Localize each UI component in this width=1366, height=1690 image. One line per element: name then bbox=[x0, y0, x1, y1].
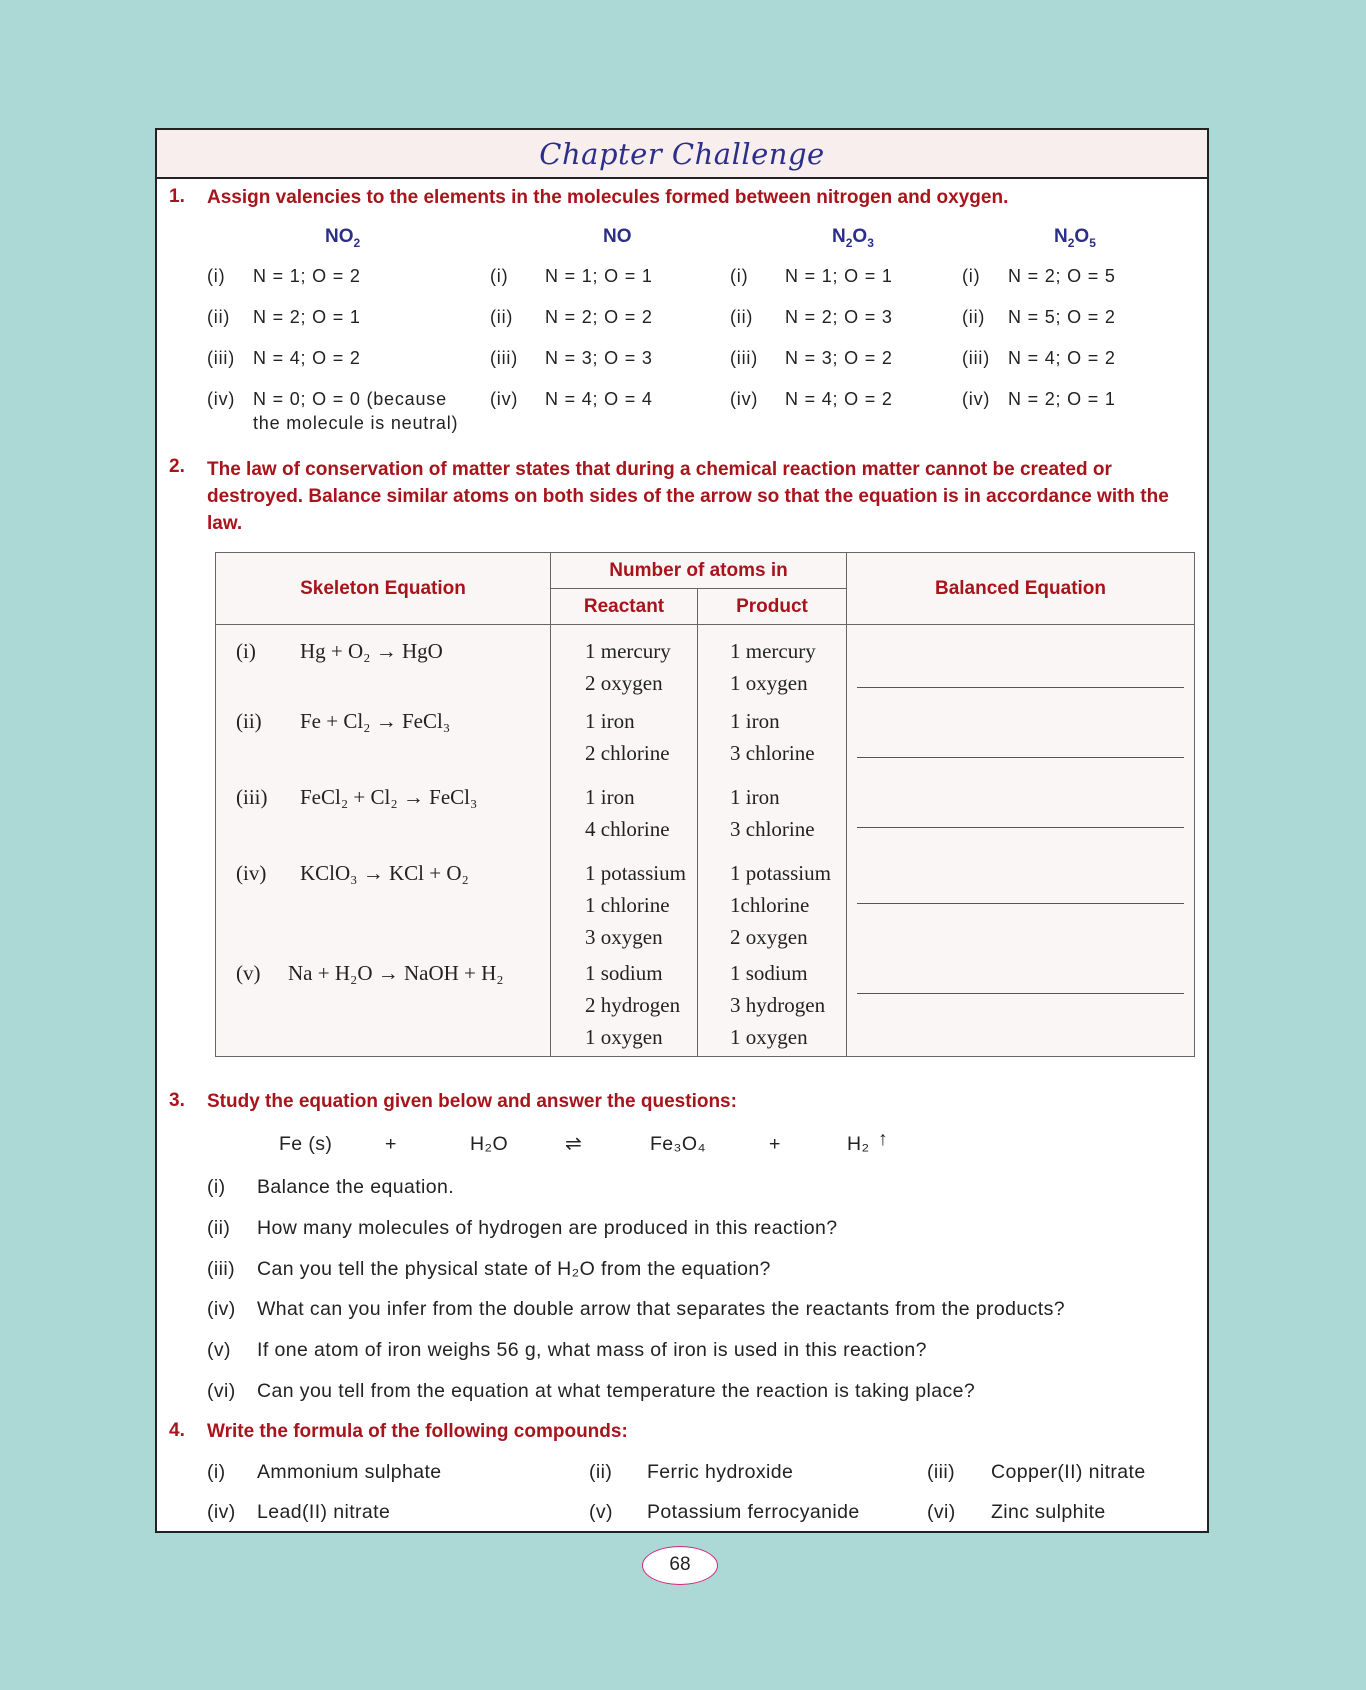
product-atom-count: 1chlorine bbox=[730, 892, 810, 917]
option-text: N = 2; O = 1 bbox=[1008, 389, 1116, 409]
table-row bbox=[216, 625, 1195, 701]
skeleton-equation-cell bbox=[216, 853, 551, 953]
product-atom-count: 3 chlorine bbox=[730, 816, 815, 841]
question-1-heading bbox=[157, 186, 1207, 216]
option-text: N = 4; O = 2 bbox=[253, 348, 361, 368]
sub-question-roman: (v) bbox=[207, 1339, 231, 1362]
row-roman: (iv) bbox=[236, 860, 267, 885]
row-roman: (i) bbox=[236, 639, 256, 663]
skeleton-equation bbox=[216, 957, 550, 989]
balanced-equation-cell bbox=[847, 953, 1195, 1057]
compound-name: Zinc sulphite bbox=[991, 1501, 1106, 1523]
option-text: N = 1; O = 2 bbox=[253, 266, 361, 286]
option-roman: (iii) bbox=[490, 348, 518, 368]
balanced-equation-answer-line[interactable] bbox=[857, 903, 1184, 904]
product-atoms-cell bbox=[698, 953, 847, 1057]
option-roman: (ii) bbox=[962, 307, 986, 327]
equation-term-h2: H₂ bbox=[847, 1133, 870, 1155]
option-text-continued: the molecule is neutral) bbox=[253, 413, 459, 433]
table-row bbox=[216, 777, 1195, 853]
option-text: N = 3; O = 3 bbox=[545, 348, 653, 368]
option-roman: (i) bbox=[730, 266, 749, 286]
product-atom-count: 3 chlorine bbox=[730, 740, 815, 765]
product-atom-count: 1 mercury bbox=[730, 639, 816, 663]
product-atom-count: 1 iron bbox=[730, 784, 780, 809]
sub-question-text: What can you infer from the double arrow that separates the reactants from the products? bbox=[257, 1298, 1066, 1321]
chapter-challenge-panel bbox=[155, 128, 1209, 1533]
equation-table bbox=[215, 552, 1195, 1057]
compound-roman: (iii) bbox=[927, 1461, 955, 1483]
equation-plus: + bbox=[769, 1133, 781, 1155]
equation-formula: Fe + Cl₂ → FeCl₃ bbox=[300, 708, 451, 733]
reactant-atom-count: 2 oxygen bbox=[585, 671, 663, 695]
equation-term-fe: Fe (s) bbox=[279, 1133, 333, 1155]
option-roman: (ii) bbox=[490, 307, 514, 327]
balanced-equation-cell bbox=[847, 701, 1195, 777]
balanced-equation-answer-line[interactable] bbox=[857, 757, 1184, 758]
molecule-n2o3: $N_2O_3$ bbox=[832, 226, 874, 250]
option-text: N = 2; O = 3 bbox=[785, 307, 893, 327]
option-text: N = 1; O = 1 bbox=[545, 266, 653, 286]
table-row bbox=[216, 953, 1195, 1057]
option-roman: (iii) bbox=[962, 348, 990, 368]
question-4-heading bbox=[157, 1420, 1207, 1448]
equation-formula: KClO₃ → KCl + O₂ bbox=[300, 860, 469, 885]
compound-name: Copper(II) nitrate bbox=[991, 1461, 1146, 1483]
header-skeleton-equation: Skeleton Equation bbox=[216, 553, 551, 625]
reactant-atom-count: 2 hydrogen bbox=[585, 992, 681, 1017]
title-bar bbox=[157, 130, 1207, 179]
option-roman: (iv) bbox=[962, 389, 991, 409]
option-text: N = 4; O = 2 bbox=[1008, 348, 1116, 368]
molecule-no: NO bbox=[603, 226, 632, 247]
compound-name: Lead(II) nitrate bbox=[257, 1501, 391, 1523]
header-product: Product bbox=[698, 589, 847, 625]
compound-roman: (i) bbox=[207, 1461, 226, 1483]
row-roman: (ii) bbox=[236, 708, 262, 733]
question-number: 1. bbox=[169, 186, 185, 207]
option-text: N = 4; O = 4 bbox=[545, 389, 653, 409]
product-atom-count: 3 hydrogen bbox=[730, 992, 826, 1017]
header-reactant: Reactant bbox=[551, 589, 698, 625]
option-roman: (iii) bbox=[207, 348, 235, 368]
product-atom-count: 1 oxygen bbox=[730, 1024, 808, 1049]
equation-plus: + bbox=[385, 1133, 397, 1155]
reactant-atom-count: 1 potassium bbox=[585, 860, 686, 885]
page-title: Chapter Challenge bbox=[539, 137, 825, 171]
molecule-no2: $NO_2$ bbox=[325, 226, 361, 250]
product-atom-count: 1 oxygen bbox=[730, 671, 808, 695]
product-atom-count: 2 oxygen bbox=[730, 924, 808, 949]
option-roman: (iv) bbox=[207, 389, 236, 409]
compound-roman: (iv) bbox=[207, 1501, 236, 1523]
sub-question-roman: (vi) bbox=[207, 1380, 236, 1402]
balanced-equation-answer-line[interactable] bbox=[857, 993, 1184, 994]
sub-question-text: How many molecules of hydrogen are produced in this reaction? bbox=[257, 1216, 838, 1239]
option-roman: (ii) bbox=[207, 307, 231, 327]
reactant-atoms-cell bbox=[551, 701, 698, 777]
gas-evolved-arrow-icon: ↑ bbox=[878, 1128, 889, 1150]
skeleton-equation bbox=[216, 705, 550, 737]
balanced-equation-answer-line[interactable] bbox=[857, 687, 1184, 688]
sub-question-text: Can you tell the physical state of H₂O from the equation? bbox=[257, 1257, 771, 1280]
question-number: 3. bbox=[169, 1090, 185, 1111]
option-text: N = 1; O = 1 bbox=[785, 266, 893, 286]
reactant-atom-count: 4 chlorine bbox=[585, 816, 670, 841]
page-number: 68 bbox=[642, 1546, 718, 1585]
product-atoms-cell bbox=[698, 625, 847, 701]
option-text: N = 0; O = 0 (because bbox=[253, 389, 447, 409]
product-atoms-cell bbox=[698, 853, 847, 953]
equation-term-h2o: H₂O bbox=[470, 1133, 509, 1155]
option-text: N = 2; O = 1 bbox=[253, 307, 361, 327]
table-row bbox=[216, 853, 1195, 953]
sub-question-roman: (iv) bbox=[207, 1298, 236, 1321]
balanced-equation-cell bbox=[847, 853, 1195, 953]
option-roman: (i) bbox=[962, 266, 981, 286]
option-text: N = 2; O = 5 bbox=[1008, 266, 1116, 286]
option-text: N = 5; O = 2 bbox=[1008, 307, 1116, 327]
reactant-atom-count: 2 chlorine bbox=[585, 740, 670, 765]
equation-formula: FeCl₂ + Cl₂ → FeCl₃ bbox=[300, 784, 478, 809]
option-roman: (i) bbox=[207, 266, 226, 286]
balanced-equation-cell bbox=[847, 625, 1195, 701]
skeleton-equation bbox=[216, 635, 550, 667]
skeleton-equation-cell bbox=[216, 777, 551, 853]
option-roman: (iii) bbox=[730, 348, 758, 368]
equation-formula: Hg + O₂ → HgO bbox=[300, 639, 443, 663]
equation-formula: Na + H₂O → NaOH + H₂ bbox=[288, 960, 504, 985]
reactant-atoms-cell bbox=[551, 625, 698, 701]
option-text: N = 3; O = 2 bbox=[785, 348, 893, 368]
question-3-heading bbox=[157, 1090, 1207, 1118]
row-roman: (iii) bbox=[236, 784, 268, 809]
reactant-atom-count: 1 mercury bbox=[585, 639, 671, 663]
reactant-atoms-cell bbox=[551, 777, 698, 853]
product-atoms-cell bbox=[698, 777, 847, 853]
molecule-n2o5: $N_2O_5$ bbox=[1054, 226, 1096, 250]
question-number: 4. bbox=[169, 1420, 185, 1441]
option-text: N = 2; O = 2 bbox=[545, 307, 653, 327]
skeleton-equation bbox=[216, 857, 550, 889]
skeleton-equation-cell bbox=[216, 701, 551, 777]
question-number: 2. bbox=[169, 456, 185, 477]
option-roman: (iv) bbox=[730, 389, 759, 409]
product-atoms-cell bbox=[698, 701, 847, 777]
header-number-of-atoms: Number of atoms in bbox=[551, 553, 847, 589]
skeleton-equation bbox=[216, 781, 550, 813]
reactant-atom-count: 3 oxygen bbox=[585, 924, 663, 949]
skeleton-equation-cell bbox=[216, 953, 551, 1057]
reversible-arrow-icon: ⇌ bbox=[565, 1133, 583, 1155]
compound-name: Potassium ferrocyanide bbox=[647, 1501, 860, 1523]
reactant-atoms-cell bbox=[551, 853, 698, 953]
reactant-atom-count: 1 iron bbox=[585, 784, 635, 809]
product-atom-count: 1 iron bbox=[730, 708, 780, 733]
header-balanced-equation: Balanced Equation bbox=[847, 553, 1195, 625]
product-atom-count: 1 sodium bbox=[730, 960, 808, 985]
equation-term-fe3o4: Fe₃O₄ bbox=[650, 1133, 706, 1155]
question-text: Write the formula of the following compounds: bbox=[207, 1421, 628, 1442]
option-roman: (iv) bbox=[490, 389, 519, 409]
sub-question-roman: (iii) bbox=[207, 1257, 235, 1280]
table-row bbox=[216, 701, 1195, 777]
product-atom-count: 1 potassium bbox=[730, 860, 831, 885]
compound-name: Ferric hydroxide bbox=[647, 1461, 794, 1483]
option-roman: (ii) bbox=[730, 307, 754, 327]
skeleton-equation-cell bbox=[216, 625, 551, 701]
question-text: Assign valencies to the elements in the molecules formed between nitrogen and oxygen. bbox=[207, 187, 1009, 208]
sub-question-text: If one atom of iron weighs 56 g, what mass of iron is used in this reaction? bbox=[257, 1339, 927, 1362]
option-text: N = 4; O = 2 bbox=[785, 389, 893, 409]
compound-roman: (v) bbox=[589, 1501, 613, 1523]
balanced-equation-answer-line[interactable] bbox=[857, 827, 1184, 828]
balanced-equation-cell bbox=[847, 777, 1195, 853]
reactant-atom-count: 1 iron bbox=[585, 708, 635, 733]
reactant-atom-count: 1 sodium bbox=[585, 960, 663, 985]
sub-question-roman: (ii) bbox=[207, 1216, 231, 1239]
reactant-atom-count: 1 oxygen bbox=[585, 1024, 663, 1049]
question-2-heading bbox=[157, 456, 1207, 540]
reactant-atom-count: 1 chlorine bbox=[585, 892, 670, 917]
compound-roman: (ii) bbox=[589, 1461, 613, 1483]
option-roman: (i) bbox=[490, 266, 509, 286]
question-text: The law of conservation of matter states that during a chemical reaction matter cannot be created or destroyed. Balance similar atoms on both sides of the arrow so that the equation is in accordance with the law. bbox=[207, 459, 1169, 534]
compound-roman: (vi) bbox=[927, 1501, 956, 1523]
compound-name: Ammonium sulphate bbox=[257, 1461, 442, 1483]
reactant-atoms-cell bbox=[551, 953, 698, 1057]
sub-question-text: Balance the equation. bbox=[257, 1176, 455, 1198]
question-text: Study the equation given below and answer the questions: bbox=[207, 1091, 737, 1112]
row-roman: (v) bbox=[236, 960, 261, 985]
sub-question-roman: (i) bbox=[207, 1176, 226, 1198]
sub-question-text: Can you tell from the equation at what temperature the reaction is taking place? bbox=[257, 1380, 976, 1402]
